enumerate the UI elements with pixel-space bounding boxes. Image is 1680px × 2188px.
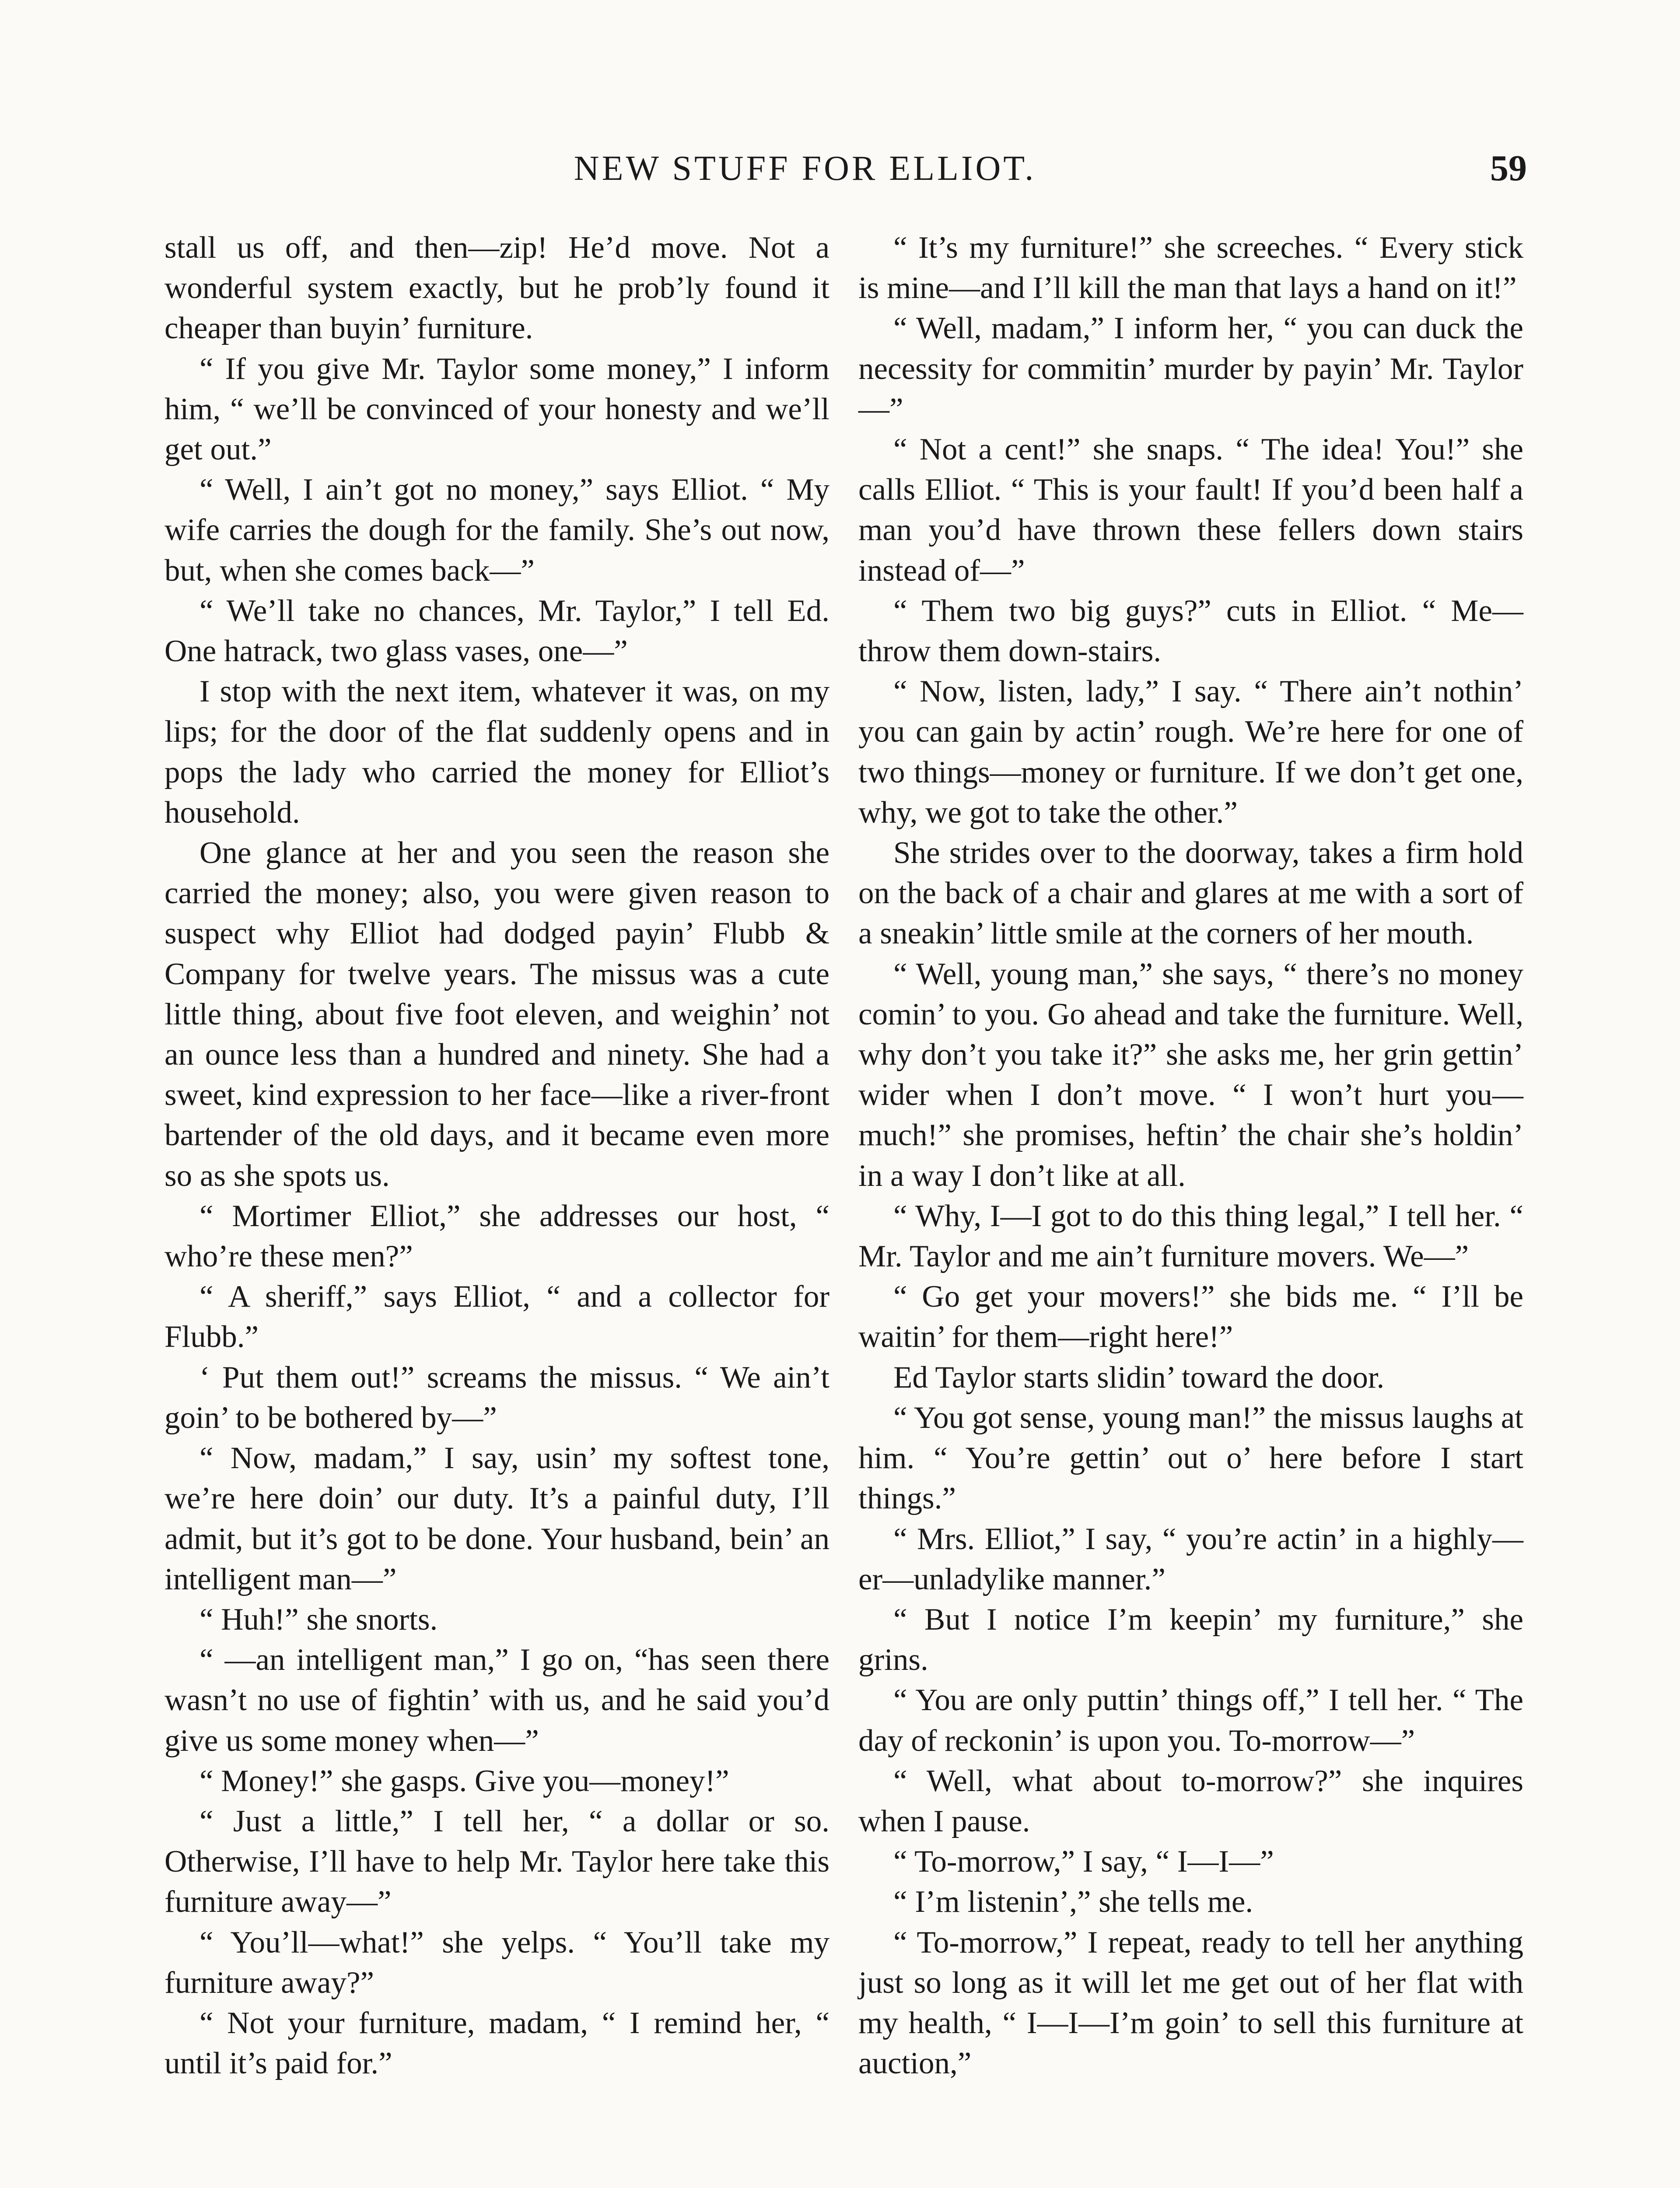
paragraph: ‘ Put them out!” screams the missus. “ We ain’t goin’ to be bothered by—” [164, 1360, 830, 1435]
paragraph: “ Now, madam,” I say, usin’ my softest tone, we’re here doin’ our duty. It’s a painful duty, I’ll admit, but it’s got to be done. Your husband, bein’ an intelligent man—” [164, 1441, 830, 1596]
right-text-column [858, 228, 1523, 2083]
paragraph: She strides over to the doorway, takes a firm hold on the back of a chair and glares at me with a sort of a sneakin’ little smile at the corners of her mouth. [858, 836, 1523, 951]
page-number: 59 [1490, 148, 1527, 189]
paragraph: “ Money!” she gasps. Give you—money!” [200, 1764, 729, 1798]
paragraph: “ I’m listenin’,” she tells me. [893, 1885, 1253, 1919]
paragraph: “ Huh!” she snorts. [200, 1602, 438, 1637]
paragraph: “ —an intelligent man,” I go on, “has seen there wasn’t no use of fightin’ with us, and he said you’d give us some money when—” [164, 1643, 830, 1758]
paragraph: “ You got sense, young man!” the missus laughs at him. “ You’re gettin’ out o’ here before I start things.” [858, 1400, 1523, 1516]
paragraph: “ Well, I ain’t got no money,” says Elliot. “ My wife carries the dough for the family. She’s out now, but, when she comes back—” [164, 473, 830, 588]
paragraph: “ You’ll—what!” she yelps. “ You’ll take my furniture away?” [164, 1925, 830, 2000]
paragraph: “ If you give Mr. Taylor some money,” I inform him, “ we’ll be convinced of your honesty and we’ll get out.” [164, 351, 830, 467]
paragraph: “ To-morrow,” I say, “ I—I—” [893, 1844, 1274, 1879]
running-title: NEW STUFF FOR ELLIOT. [574, 149, 1036, 188]
paragraph: I stop with the next item, whatever it was, on my lips; for the door of the flat suddenly opens and in pops the lady who carried the money for Elliot’s household. [164, 674, 830, 830]
paragraph: “ It’s my furniture!” she screeches. “ Every stick is mine—and I’ll kill the man that lays a hand on it!” [858, 231, 1523, 305]
paragraph: “ Well, young man,” she says, “ there’s no money comin’ to you. Go ahead and take the furniture. Well, why don’t you take it?” she asks me, her grin gettin’ wider when I don’t move. “ I won’t hurt you—much!” she promises, heftin’ the chair she’s holdin’ in a way I don’t like at all. [858, 957, 1523, 1193]
paragraph: “ But I notice I’m keepin’ my furniture,” she grins. [858, 1602, 1523, 1677]
paragraph: “ Mortimer Elliot,” she addresses our host, “ who’re these men?” [164, 1199, 830, 1274]
paragraph: “ Just a little,” I tell her, “ a dollar or so. Otherwise, I’ll have to help Mr. Taylor here take this furniture away—” [164, 1804, 830, 1919]
paragraph: “ Now, listen, lady,” I say. “ There ain’t nothin’ you can gain by actin’ rough. We’re here for one of two things—money or furniture. If we don’t get one, why, we got to take the other.” [858, 674, 1523, 830]
paragraph: “ Well, madam,” I inform her, “ you can duck the necessity for commitin’ murder by payin’ Mr. Taylor—” [858, 311, 1523, 426]
paragraph: Ed Taylor starts slidin’ toward the door. [893, 1360, 1385, 1395]
paragraph: “ Not a cent!” she snaps. “ The idea! You!” she calls Elliot. “ This is your fault! If you’d been half a man you’d have thrown these fellers down stairs instead of—” [858, 432, 1523, 588]
running-head [0, 144, 1680, 193]
paragraph: “ Them two big guys?” cuts in Elliot. “ Me—throw them down-stairs. [858, 593, 1523, 669]
paragraph: “ Mrs. Elliot,” I say, “ you’re actin’ in a highly—er—unladylike manner.” [858, 1522, 1523, 1596]
paragraph: “ A sheriff,” says Elliot, “ and a collector for Flubb.” [164, 1280, 830, 1354]
paragraph: “ To-morrow,” I repeat, ready to tell her anything just so long as it will let me get out of her flat with my health, “ I—I—I’m goin’ to sell this furniture at auction,” [858, 1925, 1523, 2081]
paragraph: “ Go get your movers!” she bids me. “ I’ll be waitin’ for them—right here!” [858, 1280, 1523, 1354]
paragraph: One glance at her and you seen the reason she carried the money; also, you were given reason to suspect why Elliot had dodged payin’ Flubb & Company for twelve years. The missus was a cute little thing, about five foot eleven, and weighin’ not an ounce less than a hundred and ninety. She had a sweet, kind expression to her face—like a river-front bartender of the old days, and it became even more so as she spots us. [164, 836, 830, 1193]
paragraph: “ We’ll take no chances, Mr. Taylor,” I tell Ed. One hatrack, two glass vases, one—” [164, 593, 830, 669]
paragraph: “ Not your furniture, madam, “ I remind her, “ until it’s paid for.” [164, 2006, 830, 2081]
paragraph: “ Well, what about to-morrow?” she inquires when I pause. [858, 1764, 1523, 1838]
paragraph: stall us off, and then—zip! He’d move. Not a wonderful system exactly, but he prob’ly found it cheaper than buyin’ furniture. [164, 231, 830, 346]
paragraph: “ Why, I—I got to do this thing legal,” I tell her. “ Mr. Taylor and me ain’t furniture movers. We—” [858, 1199, 1523, 1274]
paragraph: “ You are only puttin’ things off,” I tell her. “ The day of reckonin’ is upon you. To-morrow—” [858, 1683, 1523, 1758]
left-text-column [164, 228, 830, 2083]
